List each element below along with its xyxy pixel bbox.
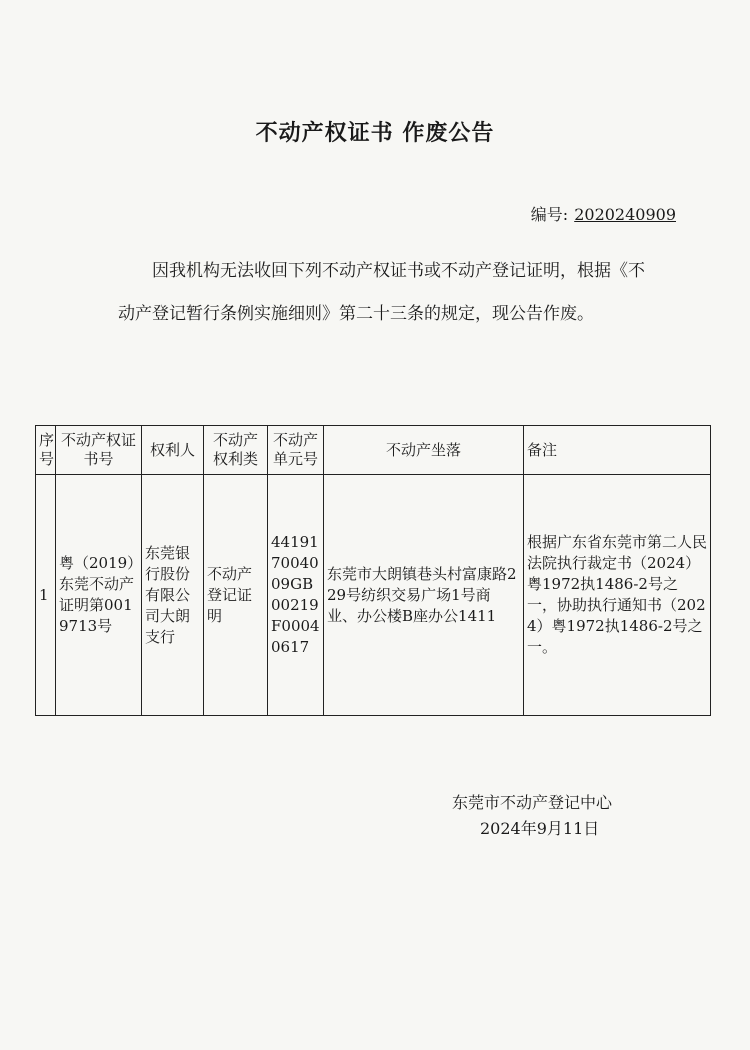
cell-right-type: 不动产登记证明	[204, 475, 268, 716]
void-certificate-table	[35, 425, 711, 716]
cell-unit-no: 441917004009GB00219F00040617	[268, 475, 324, 716]
issue-date: 2024年9月11日	[480, 819, 600, 838]
header-owner: 权利人	[142, 426, 204, 475]
header-remark: 备注	[524, 426, 711, 475]
cell-cert-no: 粤（2019）东莞不动产证明第0019713号	[56, 475, 142, 716]
cell-remark: 根据广东省东莞市第二人民法院执行裁定书（2024）粤1972执1486-2号之一，协助执行通知书（2024）粤1972执1486-2号之一。	[524, 475, 711, 716]
document-number-label: 编号:	[530, 205, 569, 224]
header-right-type: 不动产权利类	[204, 426, 268, 475]
header-unit-no: 不动产单元号	[268, 426, 324, 475]
table-row	[36, 475, 711, 716]
cell-index: 1	[36, 475, 56, 716]
header-location: 不动产坐落	[324, 426, 524, 475]
cell-owner: 东莞银行股份有限公司大朗支行	[142, 475, 204, 716]
document-number	[531, 202, 676, 225]
notice-body: 因我机构无法收回下列不动产权证书或不动产登记证明，根据《不动产登记暂行条例实施细则》第二十三条的规定，现公告作废。	[118, 261, 645, 324]
header-index: 序号	[36, 426, 56, 475]
header-cert-no: 不动产权证书号	[56, 426, 142, 475]
issuing-organization: 东莞市不动产登记中心	[452, 793, 613, 812]
page-title: 不动产权证书 作废公告	[255, 121, 495, 146]
cell-location: 东莞市大朗镇巷头村富康路229号纺织交易广场1号商业、办公楼B座办公1411	[324, 475, 524, 716]
document-number-value: 2020240909	[574, 205, 676, 224]
table-header-row	[36, 426, 711, 475]
